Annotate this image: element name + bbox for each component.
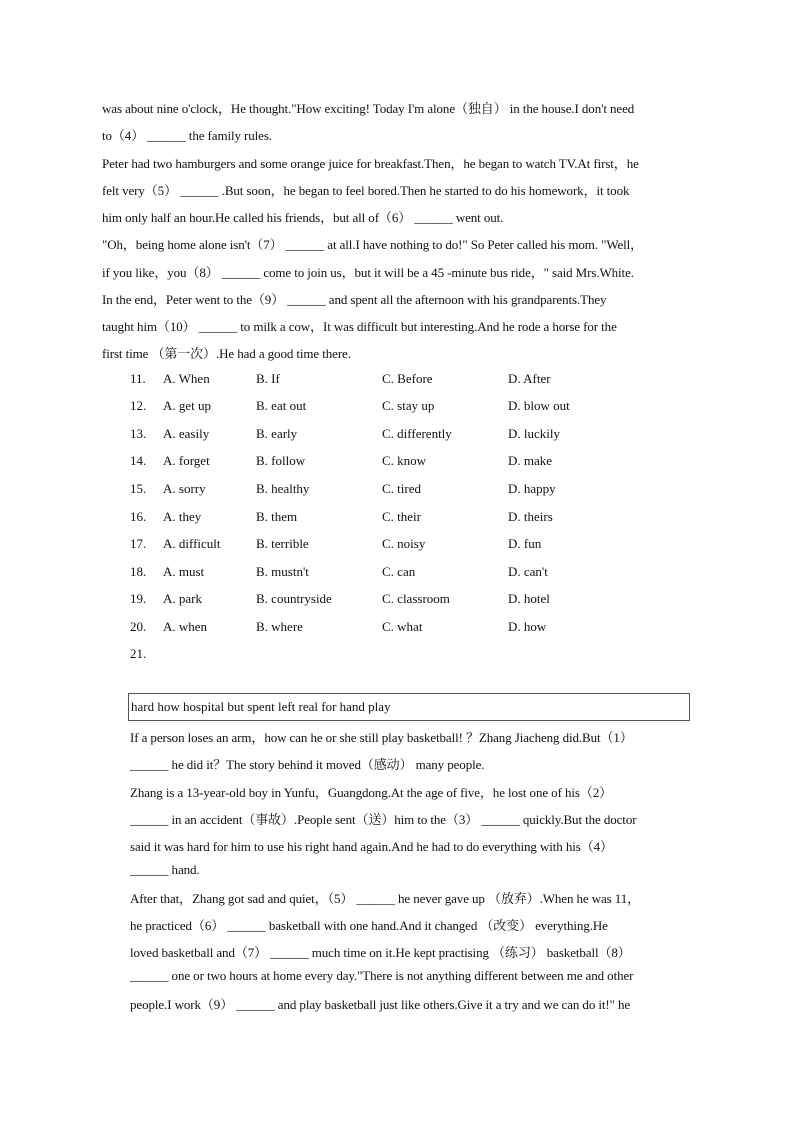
option-d: D. fun <box>508 536 542 551</box>
option-a: A. park <box>163 591 202 606</box>
question-row <box>130 371 750 389</box>
passage-1-line: if you like，you（8） ______ come to join us，but it will be a 45 -minute bus ride，" said Mrs.White. <box>102 265 634 280</box>
question-row <box>130 564 750 582</box>
passage-2-line: ______ in an accident（事故）.People sent（送）him to the（3） ______ quickly.But the doctor <box>130 812 637 827</box>
option-b: B. them <box>256 509 298 524</box>
option-a: A. sorry <box>163 481 206 496</box>
question-number: 16. <box>130 509 147 524</box>
word-bank: hard how hospital but spent left real for hand play <box>131 699 391 714</box>
option-c: C. classroom <box>382 591 450 606</box>
passage-1-line: first time （第一次）.He had a good time there. <box>102 346 351 361</box>
option-a: A. get up <box>163 398 212 413</box>
option-a: A. when <box>163 619 208 634</box>
passage-2-line: ______ he did it？The story behind it moved（感动） many people. <box>130 757 485 772</box>
option-d: D. blow out <box>508 398 570 413</box>
question-number: 18. <box>130 564 147 579</box>
option-b: B. healthy <box>256 481 310 496</box>
option-b: B. where <box>256 619 303 634</box>
option-a: A. forget <box>163 453 210 468</box>
option-b: B. follow <box>256 453 306 468</box>
option-d: D. hotel <box>508 591 550 606</box>
passage-2-line: people.I work（9） ______ and play basketball just like others.Give it a try and we can do it!" he <box>130 997 631 1012</box>
passage-2-line: ______ one or two hours at home every day."There is not anything different between me and other <box>130 968 634 983</box>
question-row <box>130 453 750 471</box>
option-c: C. differently <box>382 426 452 441</box>
passage-1-line: taught him（10） ______ to milk a cow，It was difficult but interesting.And he rode a horse for the <box>102 319 617 334</box>
option-c: C. tired <box>382 481 421 496</box>
passage-1-line: to（4） ______ the family rules. <box>102 128 272 143</box>
option-a: A. difficult <box>163 536 221 551</box>
option-b: B. mustn't <box>256 564 309 579</box>
passage-2-line: loved basketball and（7） ______ much time on it.He kept practising （练习） basketball（8） <box>130 945 631 960</box>
question-number: 14. <box>130 453 147 468</box>
option-a: A. they <box>163 509 202 524</box>
option-c: C. can <box>382 564 416 579</box>
question-number: 15. <box>130 481 147 496</box>
passage-2-line: ______ hand. <box>130 862 200 877</box>
question-row <box>130 398 750 416</box>
passage-2-line: After that，Zhang got sad and quiet，（5） ______ he never gave up （放弃）.When he was 11， <box>130 891 641 906</box>
option-d: D. how <box>508 619 547 634</box>
question-row <box>130 619 750 637</box>
question-number: 19. <box>130 591 147 606</box>
option-b: B. countryside <box>256 591 332 606</box>
question-row <box>130 481 750 499</box>
question-number: 13. <box>130 426 147 441</box>
option-d: D. can't <box>508 564 548 579</box>
passage-1-line: him only half an hour.He called his friends，but all of（6） ______ went out. <box>102 210 504 225</box>
question-number: 20. <box>130 619 147 634</box>
passage-1-line: In the end，Peter went to the（9） ______ and spent all the afternoon with his grandparents.They <box>102 292 607 307</box>
passage-1-line: Peter had two hamburgers and some orange juice for breakfast.Then，he began to watch TV.At first，he <box>102 156 639 171</box>
option-a: A. When <box>163 371 210 386</box>
passage-2-line: he practiced（6） ______ basketball with one hand.And it changed （改变） everything.He <box>130 918 608 933</box>
option-d: D. After <box>508 371 551 386</box>
word-bank-box <box>128 693 690 721</box>
option-b: B. eat out <box>256 398 307 413</box>
option-b: B. early <box>256 426 298 441</box>
option-d: D. theirs <box>508 509 553 524</box>
question-number: 12. <box>130 398 147 413</box>
option-c: C. noisy <box>382 536 426 551</box>
passage-1-line: felt very（5） ______ .But soon，he began to feel bored.Then he started to do his homework，it took <box>102 183 630 198</box>
passage-2-line: If a person loses an arm，how can he or she still play basketball! ？Zhang Jiacheng did.But（1） <box>130 730 633 745</box>
option-b: B. terrible <box>256 536 309 551</box>
option-c: C. what <box>382 619 423 634</box>
option-c: C. their <box>382 509 421 524</box>
passage-1-line: was about nine o'clock，He thought."How exciting! Today I'm alone（独自） in the house.I don't need <box>102 101 635 116</box>
option-a: A. must <box>163 564 205 579</box>
question-row <box>130 509 750 527</box>
question-row <box>130 646 750 664</box>
option-d: D. make <box>508 453 553 468</box>
passage-2-line: Zhang is a 13-year-old boy in Yunfu，Guangdong.At the age of five，he lost one of his（2） <box>130 785 613 800</box>
option-b: B. If <box>256 371 280 386</box>
option-c: C. stay up <box>382 398 435 413</box>
option-d: D. happy <box>508 481 556 496</box>
question-row <box>130 591 750 609</box>
option-d: D. luckily <box>508 426 560 441</box>
question-row <box>130 536 750 554</box>
option-c: C. know <box>382 453 427 468</box>
passage-1-line: "Oh，being home alone isn't（7） ______ at all.I have nothing to do!" So Peter called his mom. "Well， <box>102 237 644 252</box>
question-row <box>130 426 750 444</box>
question-number: 17. <box>130 536 147 551</box>
option-c: C. Before <box>382 371 433 386</box>
passage-2-line: said it was hard for him to use his right hand again.And he had to do everything with his（4） <box>130 839 613 854</box>
question-number: 21. <box>130 646 147 661</box>
option-a: A. easily <box>163 426 210 441</box>
question-number: 11. <box>130 371 146 386</box>
